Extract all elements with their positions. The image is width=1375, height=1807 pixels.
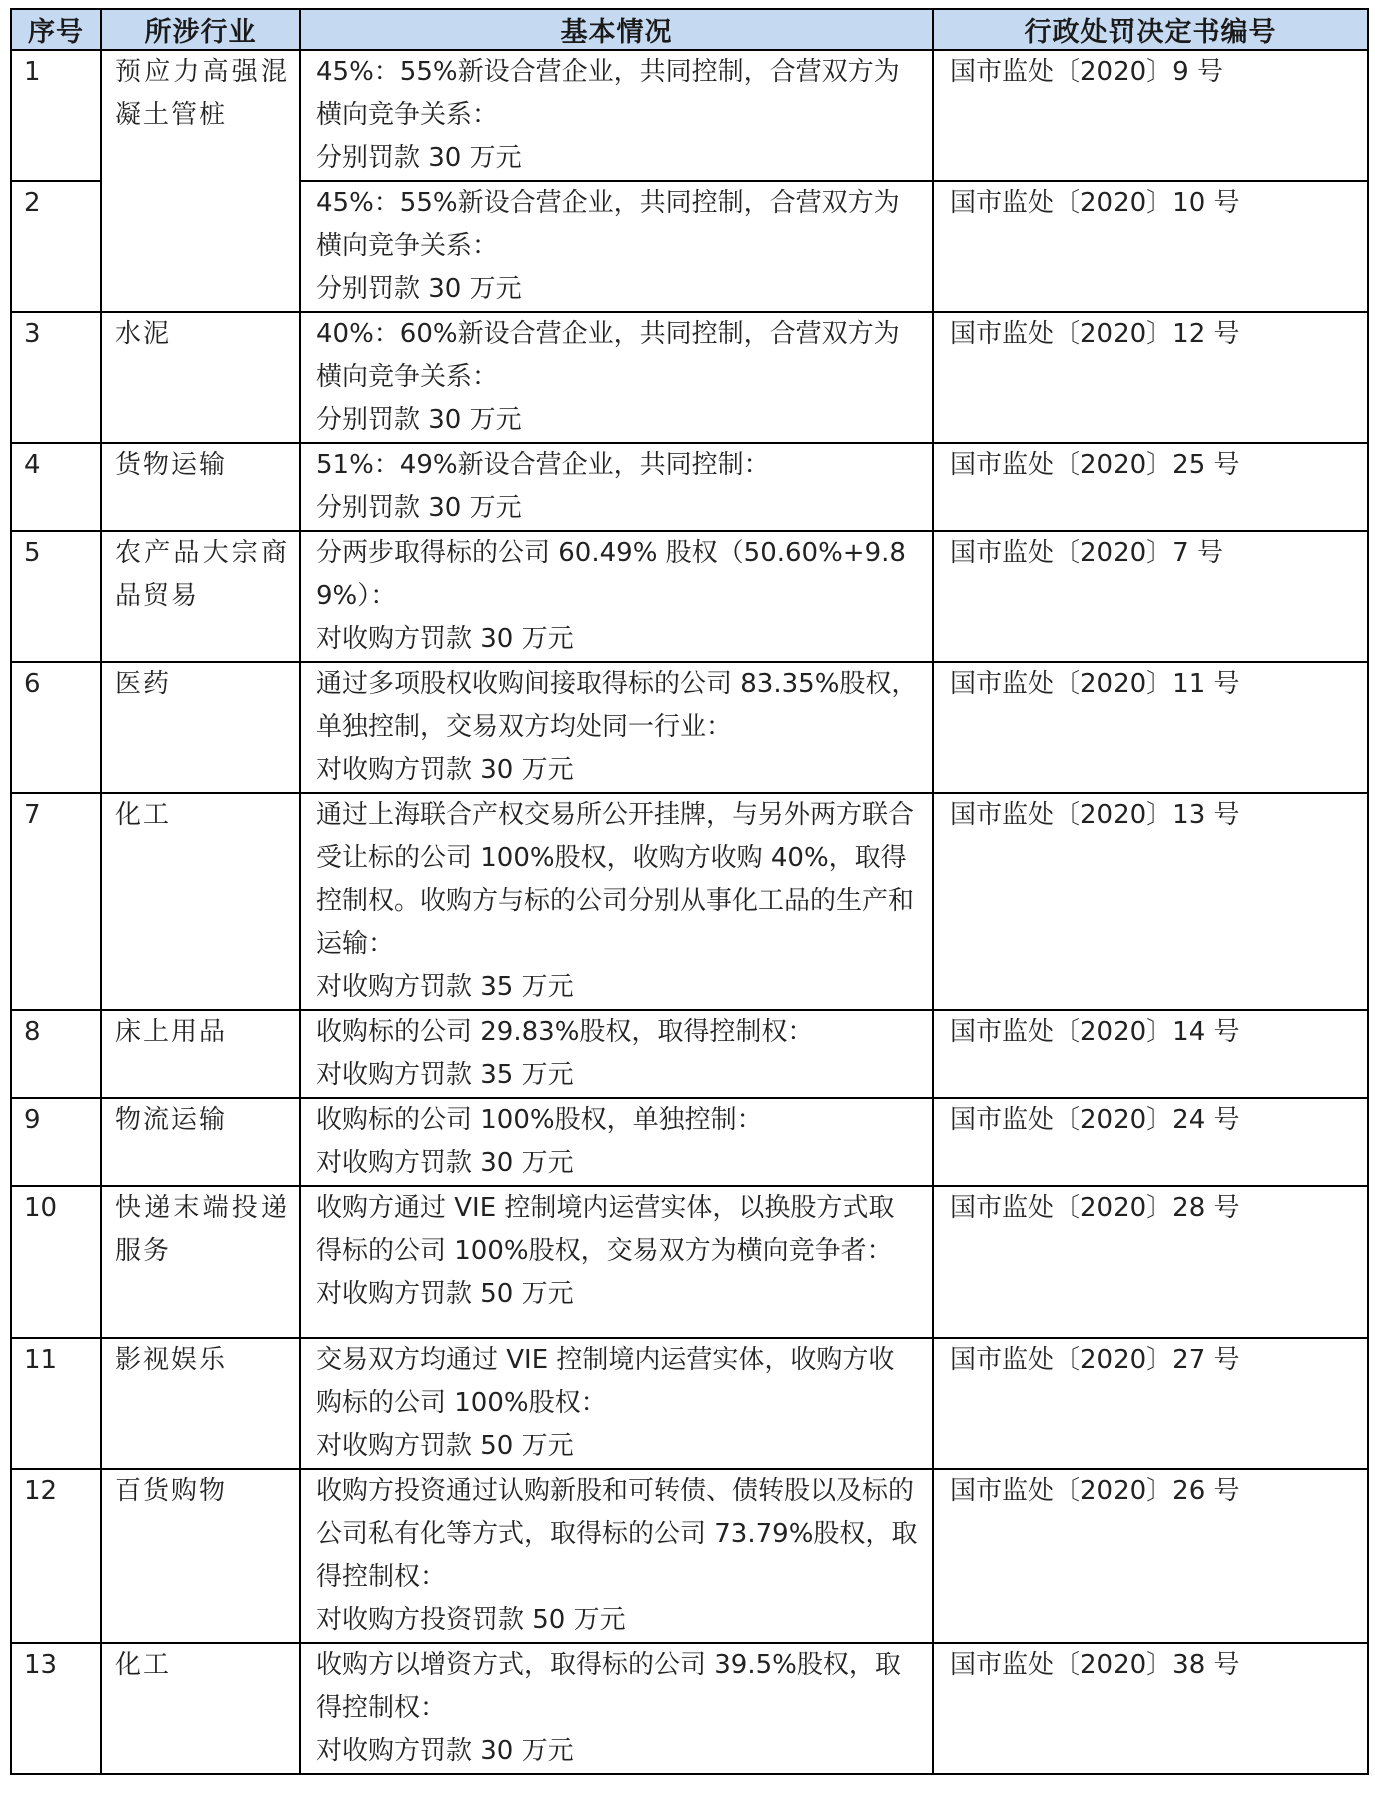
cell-industry: 百货购物 xyxy=(101,1469,300,1643)
cell-industry: 医药 xyxy=(101,662,300,793)
cell-industry: 货物运输 xyxy=(101,443,300,531)
cell-industry: 快递末端投递服务 xyxy=(101,1186,300,1338)
header-decision-number: 行政处罚决定书编号 xyxy=(933,9,1368,50)
table-row xyxy=(11,1338,1368,1469)
description-text: 收购标的公司 100%股权，单独控制： xyxy=(316,1105,763,1135)
fine-text: 对收购方罚款 35 万元 xyxy=(316,1060,574,1090)
cell-decision-number: 国市监处〔2020〕38 号 xyxy=(933,1643,1368,1774)
table-row xyxy=(11,312,1368,443)
cell-description xyxy=(300,1338,933,1469)
cell-description xyxy=(300,443,933,531)
header-no: 序号 xyxy=(11,9,101,50)
cell-no: 9 xyxy=(11,1098,101,1186)
table-row xyxy=(11,531,1368,662)
table-row xyxy=(11,1098,1368,1186)
cell-no: 8 xyxy=(11,1010,101,1098)
cell-decision-number: 国市监处〔2020〕24 号 xyxy=(933,1098,1368,1186)
cell-industry: 化工 xyxy=(101,793,300,1010)
cell-industry: 物流运输 xyxy=(101,1098,300,1186)
cell-decision-number: 国市监处〔2020〕28 号 xyxy=(933,1186,1368,1338)
cell-no: 5 xyxy=(11,531,101,662)
table-row xyxy=(11,1469,1368,1643)
fine-text: 分别罚款 30 万元 xyxy=(316,274,522,304)
cell-description xyxy=(300,1643,933,1774)
cell-no: 6 xyxy=(11,662,101,793)
description-text: 交易双方均通过 VIE 控制境内运营实体，收购方收购标的公司 100%股权： xyxy=(316,1345,895,1418)
description-text: 收购方投资通过认购新股和可转债、债转股以及标的公司私有化等方式，取得标的公司 73.79%股权，取得控制权： xyxy=(316,1476,918,1592)
cell-no: 3 xyxy=(11,312,101,443)
fine-text: 分别罚款 30 万元 xyxy=(316,143,522,173)
cell-industry: 农产品大宗商品贸易 xyxy=(101,531,300,662)
cell-description xyxy=(300,793,933,1010)
cell-no: 10 xyxy=(11,1186,101,1338)
cell-industry: 水泥 xyxy=(101,312,300,443)
cell-no: 1 xyxy=(11,50,101,181)
cell-no: 11 xyxy=(11,1338,101,1469)
cell-description xyxy=(300,662,933,793)
table-body xyxy=(11,50,1368,1774)
header-description: 基本情况 xyxy=(300,9,933,50)
cell-decision-number: 国市监处〔2020〕14 号 xyxy=(933,1010,1368,1098)
cell-description xyxy=(300,1098,933,1186)
fine-text: 分别罚款 30 万元 xyxy=(316,405,522,435)
fine-text: 对收购方罚款 30 万元 xyxy=(316,1736,574,1766)
table-row xyxy=(11,50,1368,181)
cell-description xyxy=(300,1010,933,1098)
description-text: 通过多项股权收购间接取得标的公司 83.35%股权，单独控制，交易双方均处同一行业： xyxy=(316,669,918,742)
table-row xyxy=(11,1186,1368,1338)
cell-no: 13 xyxy=(11,1643,101,1774)
cell-description xyxy=(300,1186,933,1338)
fine-text: 对收购方罚款 30 万元 xyxy=(316,1148,574,1178)
cell-decision-number: 国市监处〔2020〕9 号 xyxy=(933,50,1368,181)
cell-no: 7 xyxy=(11,793,101,1010)
table-row xyxy=(11,1010,1368,1098)
description-text: 45%：55%新设合营企业，共同控制，合营双方为横向竞争关系： xyxy=(316,57,900,130)
penalty-table xyxy=(10,8,1369,1775)
cell-decision-number: 国市监处〔2020〕7 号 xyxy=(933,531,1368,662)
fine-text: 分别罚款 30 万元 xyxy=(316,493,522,523)
header-row xyxy=(11,9,1368,50)
fine-text: 对收购方罚款 30 万元 xyxy=(316,624,574,654)
cell-decision-number: 国市监处〔2020〕12 号 xyxy=(933,312,1368,443)
description-text: 分两步取得标的公司 60.49% 股权（50.60%+9.89%）： xyxy=(316,538,906,611)
table-row xyxy=(11,1643,1368,1774)
fine-text: 对收购方罚款 50 万元 xyxy=(316,1431,574,1461)
fine-text: 对收购方罚款 50 万元 xyxy=(316,1279,574,1309)
description-text: 51%：49%新设合营企业，共同控制： xyxy=(316,450,770,480)
cell-description xyxy=(300,50,933,181)
fine-text: 对收购方投资罚款 50 万元 xyxy=(316,1605,626,1635)
cell-description xyxy=(300,531,933,662)
cell-decision-number: 国市监处〔2020〕10 号 xyxy=(933,181,1368,312)
fine-text: 对收购方罚款 30 万元 xyxy=(316,755,574,785)
cell-no: 12 xyxy=(11,1469,101,1643)
fine-text: 对收购方罚款 35 万元 xyxy=(316,972,574,1002)
description-text: 40%：60%新设合营企业，共同控制，合营双方为横向竞争关系： xyxy=(316,319,900,392)
table-row xyxy=(11,793,1368,1010)
description-text: 收购方以增资方式，取得标的公司 39.5%股权，取得控制权： xyxy=(316,1650,901,1723)
cell-description xyxy=(300,181,933,312)
cell-decision-number: 国市监处〔2020〕11 号 xyxy=(933,662,1368,793)
cell-industry: 床上用品 xyxy=(101,1010,300,1098)
cell-no: 4 xyxy=(11,443,101,531)
cell-industry: 化工 xyxy=(101,1643,300,1774)
cell-description xyxy=(300,312,933,443)
table-header xyxy=(11,9,1368,50)
cell-decision-number: 国市监处〔2020〕27 号 xyxy=(933,1338,1368,1469)
description-text: 45%：55%新设合营企业，共同控制，合营双方为横向竞争关系： xyxy=(316,188,900,261)
cell-decision-number: 国市监处〔2020〕26 号 xyxy=(933,1469,1368,1643)
cell-industry: 预应力高强混凝土管桩 xyxy=(101,50,300,312)
cell-industry: 影视娱乐 xyxy=(101,1338,300,1469)
table-row xyxy=(11,662,1368,793)
description-text: 收购方通过 VIE 控制境内运营实体，以换股方式取得标的公司 100%股权，交易双方为横向竞争者： xyxy=(316,1193,895,1266)
table-row xyxy=(11,443,1368,531)
cell-decision-number: 国市监处〔2020〕13 号 xyxy=(933,793,1368,1010)
description-text: 收购标的公司 29.83%股权，取得控制权： xyxy=(316,1017,814,1047)
description-text: 通过上海联合产权交易所公开挂牌，与另外两方联合受让标的公司 100%股权，收购方收购 40%，取得控制权。收购方与标的公司分别从事化工品的生产和运输： xyxy=(316,800,915,959)
cell-description xyxy=(300,1469,933,1643)
cell-no: 2 xyxy=(11,181,101,312)
header-industry: 所涉行业 xyxy=(101,9,300,50)
cell-decision-number: 国市监处〔2020〕25 号 xyxy=(933,443,1368,531)
